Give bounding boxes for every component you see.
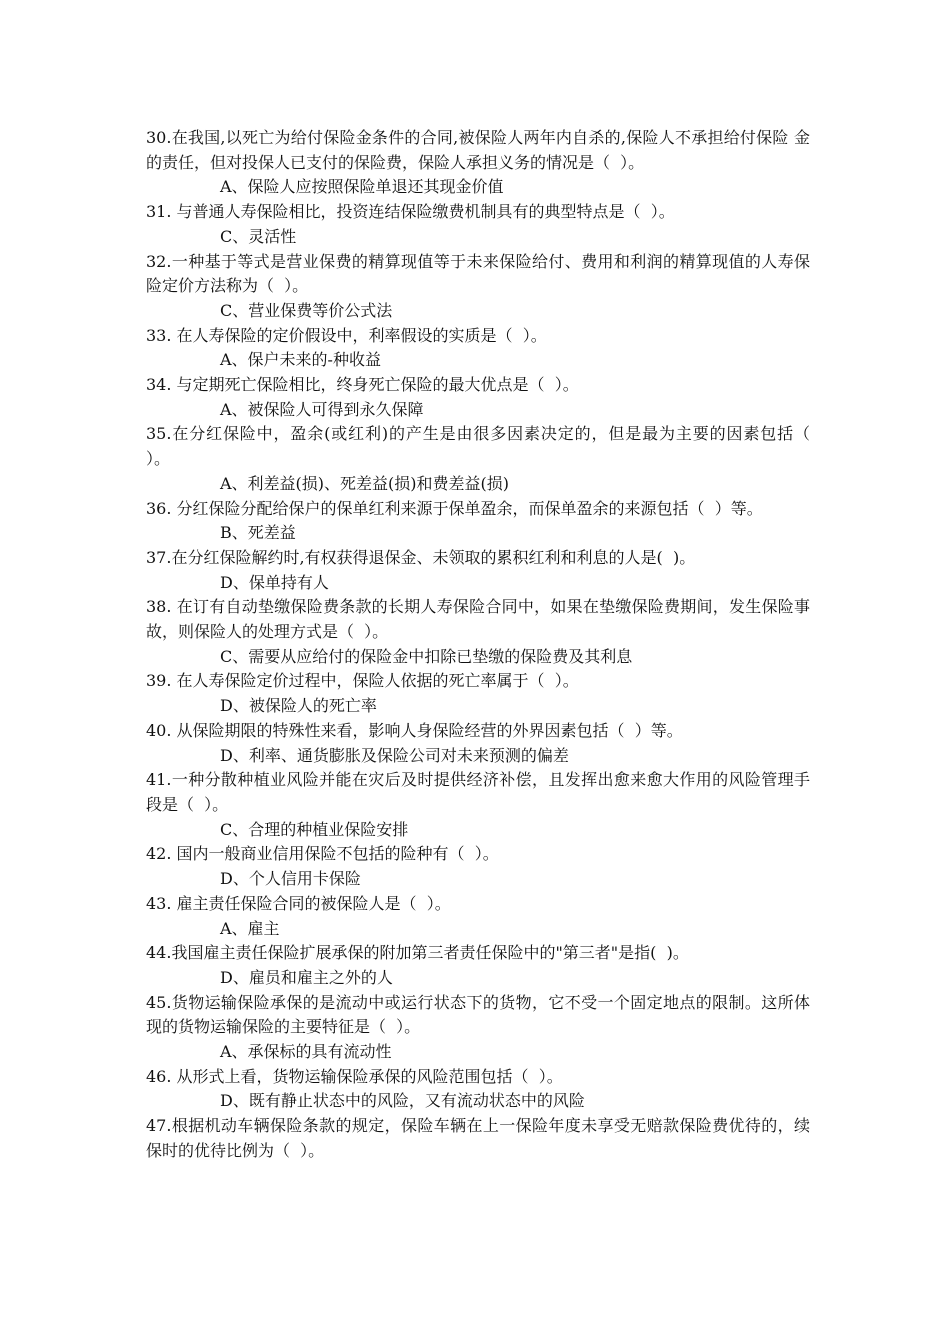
- question-30: 30.在我国,以死亡为给付保险金条件的合同,被保险人两年内自杀的,保险人不承担给付保险 金的责任，但对投保人已支付的保险费，保险人承担义务的情况是（ ）。: [146, 128, 810, 172]
- question-38: 38. 在订有自动垫缴保险费条款的长期人寿保险合同中，如果在垫缴保险费期间，发生保险事故，则保险人的处理方式是（ ）。: [146, 597, 810, 642]
- answer-37: D、保单持有人: [220, 572, 329, 592]
- question-44: 44.我国雇主责任保险扩展承保的附加第三者责任保险中的"第三者"是指( )。: [146, 943, 689, 963]
- answer-46: D、既有静止状态中的风险，又有流动状态中的风险: [220, 1091, 585, 1111]
- question-34: 34. 与定期死亡保险相比，终身死亡保险的最大优点是（ ）。: [146, 375, 579, 395]
- answer-30: A、保险人应按照保险单退还其现金价值: [220, 177, 504, 197]
- answer-45: A、承保标的具有流动性: [220, 1042, 392, 1062]
- question-31: 31. 与普通人寿保险相比，投资连结保险缴费机制具有的典型特点是（ ）。: [146, 202, 675, 222]
- question-47: 47.根据机动车辆保险条款的规定，保险车辆在上一保险年度未享受无赔款保险费优待的，续保时的优待比例为（ ）。: [146, 1116, 810, 1160]
- answer-41: C、合理的种植业保险安排: [220, 819, 409, 839]
- answer-35: A、利差益(损)、死差益(损)和费差益(损): [220, 473, 510, 493]
- answer-38: C、需要从应给付的保险金中扣除已垫缴的保险费及其利息: [220, 646, 633, 666]
- question-41: 41.一种分散种植业风险并能在灾后及时提供经济补偿，且发挥出愈来愈大作用的风险管理手段是（ ）。: [146, 770, 810, 814]
- question-35: 35.在分红保险中，盈余(或红利)的产生是由很多因素决定的，但是最为主要的因素包括（ ）。: [146, 424, 821, 469]
- answer-31: C、灵活性: [220, 226, 297, 246]
- question-46: 46. 从形式上看，货物运输保险承保的风险范围包括（ ）。: [146, 1066, 563, 1086]
- question-40: 40. 从保险期限的特殊性来看，影响人身保险经营的外界因素包括（ ）等。: [146, 720, 683, 740]
- question-32: 32.一种基于等式是营业保费的精算现值等于未来保险给付、费用和利润的精算现值的人寿保险定价方法称为（ ）。: [146, 251, 810, 296]
- answer-36: B、死差益: [220, 523, 296, 543]
- answer-43: A、雇主: [220, 918, 280, 938]
- question-42: 42. 国内一般商业信用保险不包括的险种有（ ）。: [146, 844, 499, 864]
- answer-40: D、利率、通货膨胀及保险公司对未来预测的偏差: [220, 745, 569, 765]
- question-33: 33. 在人寿保险的定价假设中，利率假设的实质是（ ）。: [146, 325, 547, 345]
- answer-39: D、被保险人的死亡率: [220, 696, 377, 716]
- question-36: 36. 分红保险分配给保户的保单红利来源于保单盈余，而保单盈余的来源包括（ ）等。: [146, 498, 763, 518]
- answer-42: D、个人信用卡保险: [220, 869, 361, 889]
- question-45: 45.货物运输保险承保的是流动中或运行状态下的货物，它不受一个固定地点的限制。这所体现的货物运输保险的主要特征是（ ）。: [146, 992, 810, 1037]
- answer-32: C、营业保费等价公式法: [220, 300, 393, 320]
- answer-34: A、被保险人可得到永久保障: [220, 399, 424, 419]
- question-43: 43. 雇主责任保险合同的被保险人是（ ）。: [146, 893, 451, 913]
- answer-44: D、雇员和雇主之外的人: [220, 967, 393, 987]
- question-37: 37.在分红保险解约时,有权获得退保金、未领取的累积红利和利息的人是( )。: [146, 547, 696, 567]
- question-39: 39. 在人寿保险定价过程中，保险人依据的死亡率属于（ ）。: [146, 671, 579, 691]
- answer-33: A、保户未来的-种收益: [220, 350, 381, 370]
- question-list: [146, 126, 821, 1164]
